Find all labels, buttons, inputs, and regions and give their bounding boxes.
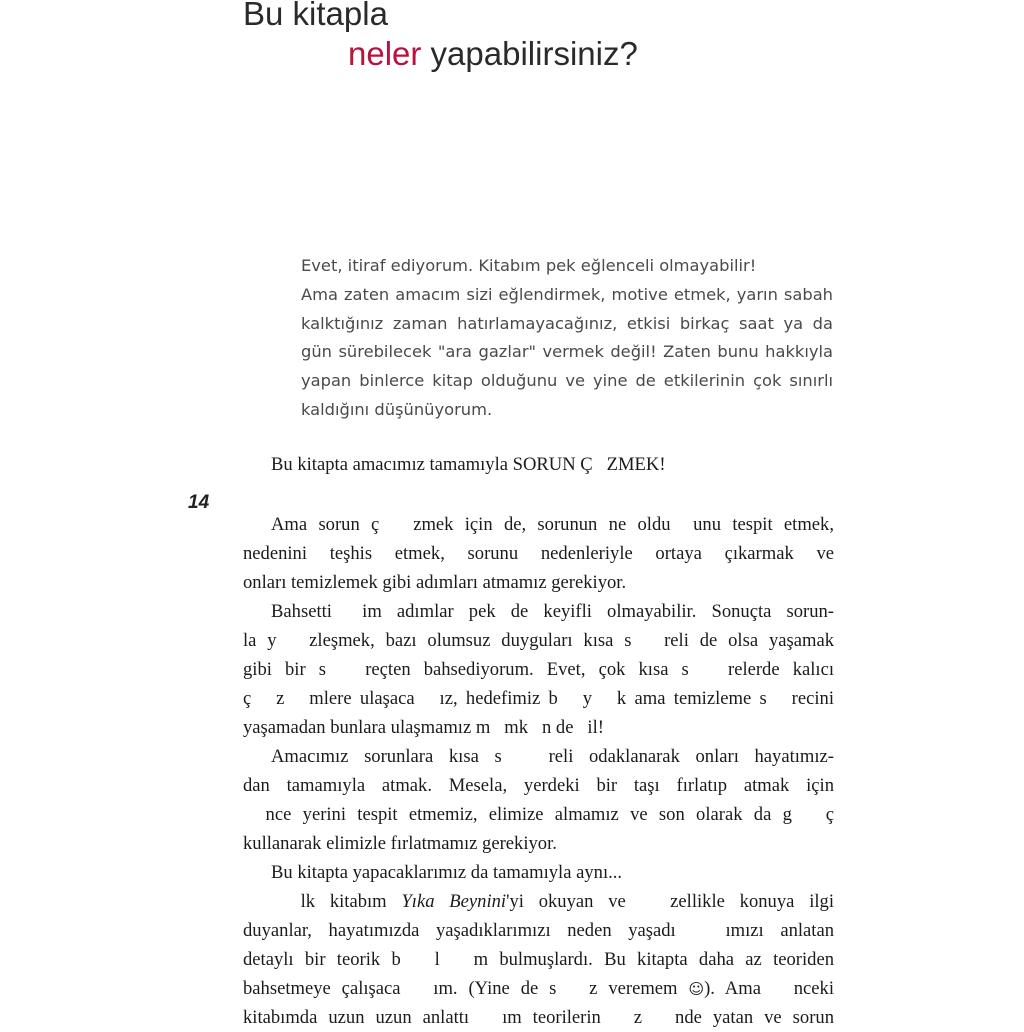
body-line: detaylı bir teorik b l m bulmuşlardı. Bu kitapta daha az teoriden (243, 949, 834, 970)
heading-line2-rest: yapabilirsiniz? (421, 35, 638, 72)
page-number: 14 (188, 492, 210, 513)
lead-sentence: Bu kitapta amacımız tamamıyla SORUN Ç ZMEK! (271, 454, 666, 475)
body-line: gibi bir s reçten bahsediyorum. Evet, çok kısa s relerde kalıcı (243, 659, 834, 680)
body-line: duyanlar, hayatımızda yaşadıklarımızı neden yaşadı ımızı anlatan (243, 920, 834, 941)
body-line: Bu kitapta yapacaklarımız da tamamıyla aynı... (271, 862, 623, 883)
body-line: kitabımda uzun uzun anlattı ım teorilerin z nde yatan ve sorun (243, 1007, 834, 1028)
body-line: Ama sorun ç zmek için de, sorunun ne oldu unu tespit etmek, (271, 514, 834, 535)
body-text (243, 510, 834, 1032)
book-title: Yıka Beynini (401, 891, 507, 912)
body-line: lk kitabım Yıka Beynini'yi okuyan ve zellikle konuya ilgi (271, 891, 834, 912)
intro-paragraph: Evet, itiraf ediyorum. Kitabım pek eğlenceli olmayabilir! (301, 256, 757, 275)
chapter-heading-line1: Bu kitapla (243, 0, 388, 32)
body-line: kullanarak elimizle fırlatmamız gerekiyor. (243, 833, 557, 854)
body-line: ç z mlere ulaşaca ız, hedefimiz b y k ama temizleme s recini (243, 688, 834, 709)
body-line: Bahsetti im adımlar pek de keyifli olmayabilir. Sonuçta sorun- (271, 601, 834, 622)
heading-accent-word: neler (348, 35, 422, 72)
body-line: nce yerini tespit etmemiz, elimize almamız ve son olarak da g ç (243, 804, 834, 825)
body-line: dan tamamıyla atmak. Mesela, yerdeki bir taşı fırlatıp atmak için (243, 775, 834, 796)
smiley-icon: ☺ (688, 980, 705, 998)
intro-quote (301, 252, 833, 425)
body-line: nedenini teşhis etmek, sorunu nedenleriyle ortaya çıkarmak ve (243, 543, 834, 564)
body-line: onları temizlemek gibi adımları atmamız gerekiyor. (243, 572, 627, 593)
body-line: bahsetmeye çalışaca ım. (Yine de s z veremem ☺). Ama nceki (243, 978, 834, 999)
chapter-heading-line2 (348, 34, 638, 74)
body-line: la y zleşmek, bazı olumsuz duyguları kısa s reli de olsa yaşamak (243, 630, 834, 651)
body-line: yaşamadan bunlara ulaşmamız m mk n de il! (243, 717, 604, 738)
body-line: Amacımız sorunlara kısa s reli odaklanarak onları hayatımız- (271, 746, 834, 767)
intro-paragraph: Ama zaten amacım sizi eğlendirmek, motive etmek, yarın sabah kalktığınız zaman hatırlamayacağınız, etkisi birkaç saat ya da gün sürebilecek "ara gazlar" vermek değil! Zaten bunu hakkıyla yapan binlerce kitap olduğunu ve yine de etkilerinin çok sınırlı kaldığını düşünüyorum. (301, 284, 833, 419)
